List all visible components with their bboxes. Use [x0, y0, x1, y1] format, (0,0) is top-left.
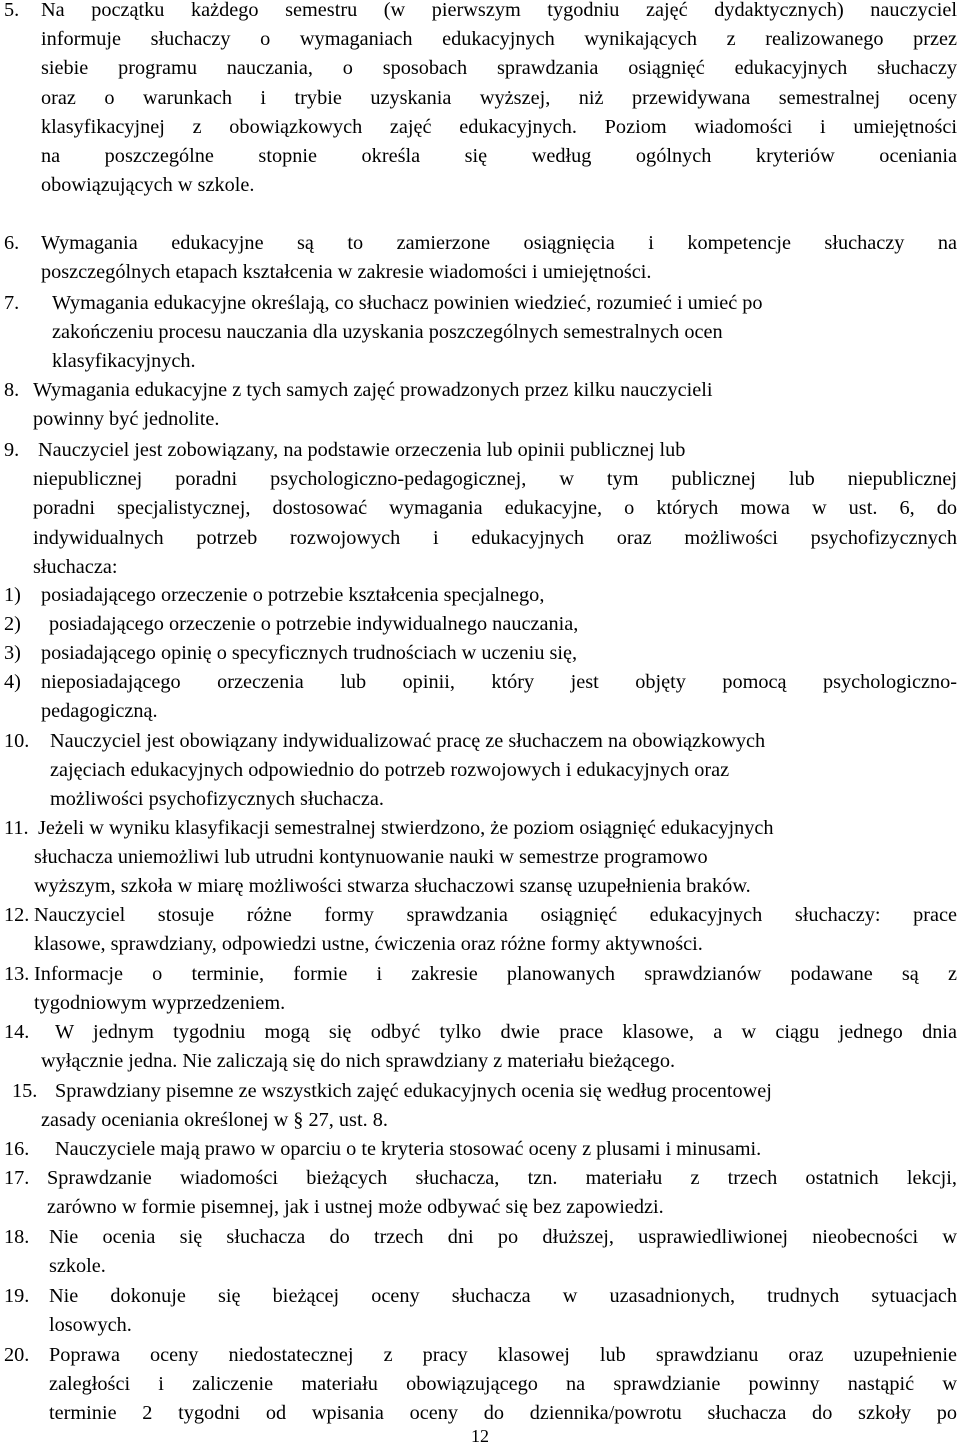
item-number: 1) — [4, 584, 21, 606]
item-text-line: W jednym tygodniu mogą się odbyć tylko dwie prace klasowe, a w ciągu jednego dnia — [55, 1021, 957, 1043]
item-text-line: poszczególnych etapach kształcenia w zakresie wiadomości i umiejętności. — [41, 261, 652, 284]
item-text-line: możliwości psychofizycznych słuchacza. — [50, 788, 384, 811]
item-number: 10. — [4, 730, 30, 752]
item-text-line: oraz o warunkach i trybie uzyskania wyższej, niż przewidywana semestralnej oceny — [41, 86, 957, 109]
item-text-line: Nauczyciel jest obowiązany indywidualizować pracę ze słuchaczem na obowiązkowych — [50, 730, 766, 752]
item-text-line: tygodniowym wyprzedzeniem. — [34, 992, 286, 1015]
item-text-line: informuje słuchaczy o wymaganiach edukacyjnych wynikających z realizowanego przez — [41, 28, 957, 51]
item-number: 6. — [4, 232, 20, 254]
item-text-line: Nauczyciele mają prawo w oparciu o te kryteria stosować oceny z plusami i minusami. — [55, 1138, 762, 1160]
item-number: 16. — [4, 1138, 30, 1160]
item-number: 3) — [4, 642, 21, 664]
item-number: 17. — [4, 1167, 30, 1189]
item-text-line: indywidualnych potrzeb rozwojowych i edukacyjnych oraz możliwości psychofizycznych — [33, 526, 957, 549]
item-text-line: Informacje o terminie, formie i zakresie planowanych sprawdzianów podawane są z — [34, 963, 957, 985]
item-text-line: posiadającego orzeczenie o potrzebie kształcenia specjalnego, — [41, 584, 545, 606]
item-text-line: posiadającego orzeczenie o potrzebie indywidualnego nauczania, — [49, 613, 579, 635]
item-text-line: Nie ocenia się słuchacza do trzech dni po dłuższej, usprawiedliwionej nieobecności w — [49, 1226, 957, 1248]
item-text-line: Wymagania edukacyjne z tych samych zajęć prowadzonych przez kilku nauczycieli — [33, 379, 713, 401]
item-number: 12. — [4, 904, 30, 926]
page-number: 12 — [471, 1426, 489, 1446]
item-text-line: zarówno w formie pisemnej, jak i ustnej może odbywać się bez zapowiedzi. — [47, 1196, 664, 1219]
item-number: 11. — [4, 817, 29, 839]
item-text-line: Nauczyciel stosuje różne formy sprawdzania osiągnięć edukacyjnych słuchaczy: prace — [34, 904, 957, 926]
item-text-line: zasady oceniania określonej w § 27, ust. 8. — [41, 1109, 388, 1132]
item-number: 20. — [4, 1344, 30, 1366]
item-text-line: klasyfikacyjnych. — [52, 350, 196, 373]
item-text-line: zaległości i zaliczenie materiału obowiązującego na sprawdzianie powinny nastąpić w — [49, 1373, 957, 1396]
item-text-line: pedagogiczną. — [41, 700, 158, 723]
item-text-line: Nauczyciel jest zobowiązany, na podstawie orzeczenia lub opinii publicznej lub — [38, 439, 686, 461]
item-text-line: słuchacza: — [33, 555, 118, 578]
item-number: 8. — [4, 379, 20, 401]
item-text-line: Wymagania edukacyjne określają, co słuchacz powinien wiedzieć, rozumieć i umieć po — [52, 292, 763, 314]
item-number: 2) — [4, 613, 21, 635]
item-text-line: zajęciach edukacyjnych odpowiednio do potrzeb rozwojowych i edukacyjnych oraz — [50, 759, 730, 782]
item-number: 15. — [12, 1080, 38, 1102]
item-text-line: na poszczególne stopnie określa się według ogólnych kryteriów oceniania — [41, 145, 957, 167]
item-text-line: Poprawa oceny niedostatecznej z pracy klasowej lub sprawdzianu oraz uzupełnienie — [49, 1344, 957, 1366]
item-text-line: Nie dokonuje się bieżącej oceny słuchacza w uzasadnionych, trudnych sytuacjach — [49, 1285, 957, 1307]
item-number: 5. — [4, 0, 20, 21]
item-text-line: nieposiadającego orzeczenia lub opinii, który jest objęty pomocą psychologiczno- — [41, 671, 957, 693]
item-text-line: losowych. — [49, 1314, 132, 1337]
item-text-line: Jeżeli w wyniku klasyfikacji semestralnej stwierdzono, że poziom osiągnięć edukacyjnych — [38, 817, 774, 839]
item-text-line: zakończeniu procesu nauczania dla uzyskania poszczególnych semestralnych ocen — [52, 321, 723, 344]
item-text-line: Wymagania edukacyjne są to zamierzone osiągnięcia i kompetencje słuchaczy na — [41, 232, 957, 254]
item-text-line: Na początku każdego semestru (w pierwszym tygodniu zajęć dydaktycznych) nauczyciel — [41, 0, 957, 21]
item-text-line: terminie 2 tygodni od wpisania oceny do dziennika/powrotu słuchacza do szkoły po — [49, 1402, 957, 1425]
item-number: 4) — [4, 671, 21, 693]
item-text-line: siebie programu nauczania, o sposobach sprawdzania osiągnięć edukacyjnych słuchaczy — [41, 57, 957, 80]
item-text-line: niepublicznej poradni psychologiczno-pedagogicznej, w tym publicznej lub niepublicznej — [33, 468, 957, 491]
item-text-line: szkole. — [49, 1255, 106, 1278]
item-text-line: Sprawdziany pisemne ze wszystkich zajęć edukacyjnych ocenia się według procentowej — [55, 1080, 772, 1102]
item-number: 18. — [4, 1226, 30, 1248]
item-text-line: posiadającego opinię o specyficznych trudnościach w uczeniu się, — [41, 642, 578, 664]
item-text-line: poradni specjalistycznej, dostosować wymagania edukacyjne, o których mowa w ust. 6, do — [33, 497, 957, 520]
item-number: 19. — [4, 1285, 30, 1307]
item-text-line: obowiązujących w szkole. — [41, 174, 255, 197]
item-text-line: słuchacza uniemożliwi lub utrudni kontynuowanie nauki w semestrze programowo — [34, 846, 708, 869]
item-number: 9. — [4, 439, 20, 461]
item-text-line: wyłącznie jedna. Nie zaliczają się do nich sprawdziany z materiału bieżącego. — [41, 1050, 676, 1073]
item-number: 14. — [4, 1021, 30, 1043]
item-text-line: Sprawdzanie wiadomości bieżących słuchacza, tzn. materiału z trzech ostatnich lekcji, — [47, 1167, 957, 1189]
item-number: 7. — [4, 292, 20, 314]
item-number: 13. — [4, 963, 30, 985]
item-text-line: klasowe, sprawdziany, odpowiedzi ustne, ćwiczenia oraz różne formy aktywności. — [34, 933, 703, 956]
item-text-line: klasyfikacyjnej z obowiązkowych zajęć edukacyjnych. Poziom wiadomości i umiejętności — [41, 115, 957, 138]
item-text-line: wyższym, szkoła w miarę możliwości stwarza słuchaczowi szansę uzupełnienia braków. — [34, 875, 751, 898]
item-text-line: powinny być jednolite. — [33, 408, 220, 431]
